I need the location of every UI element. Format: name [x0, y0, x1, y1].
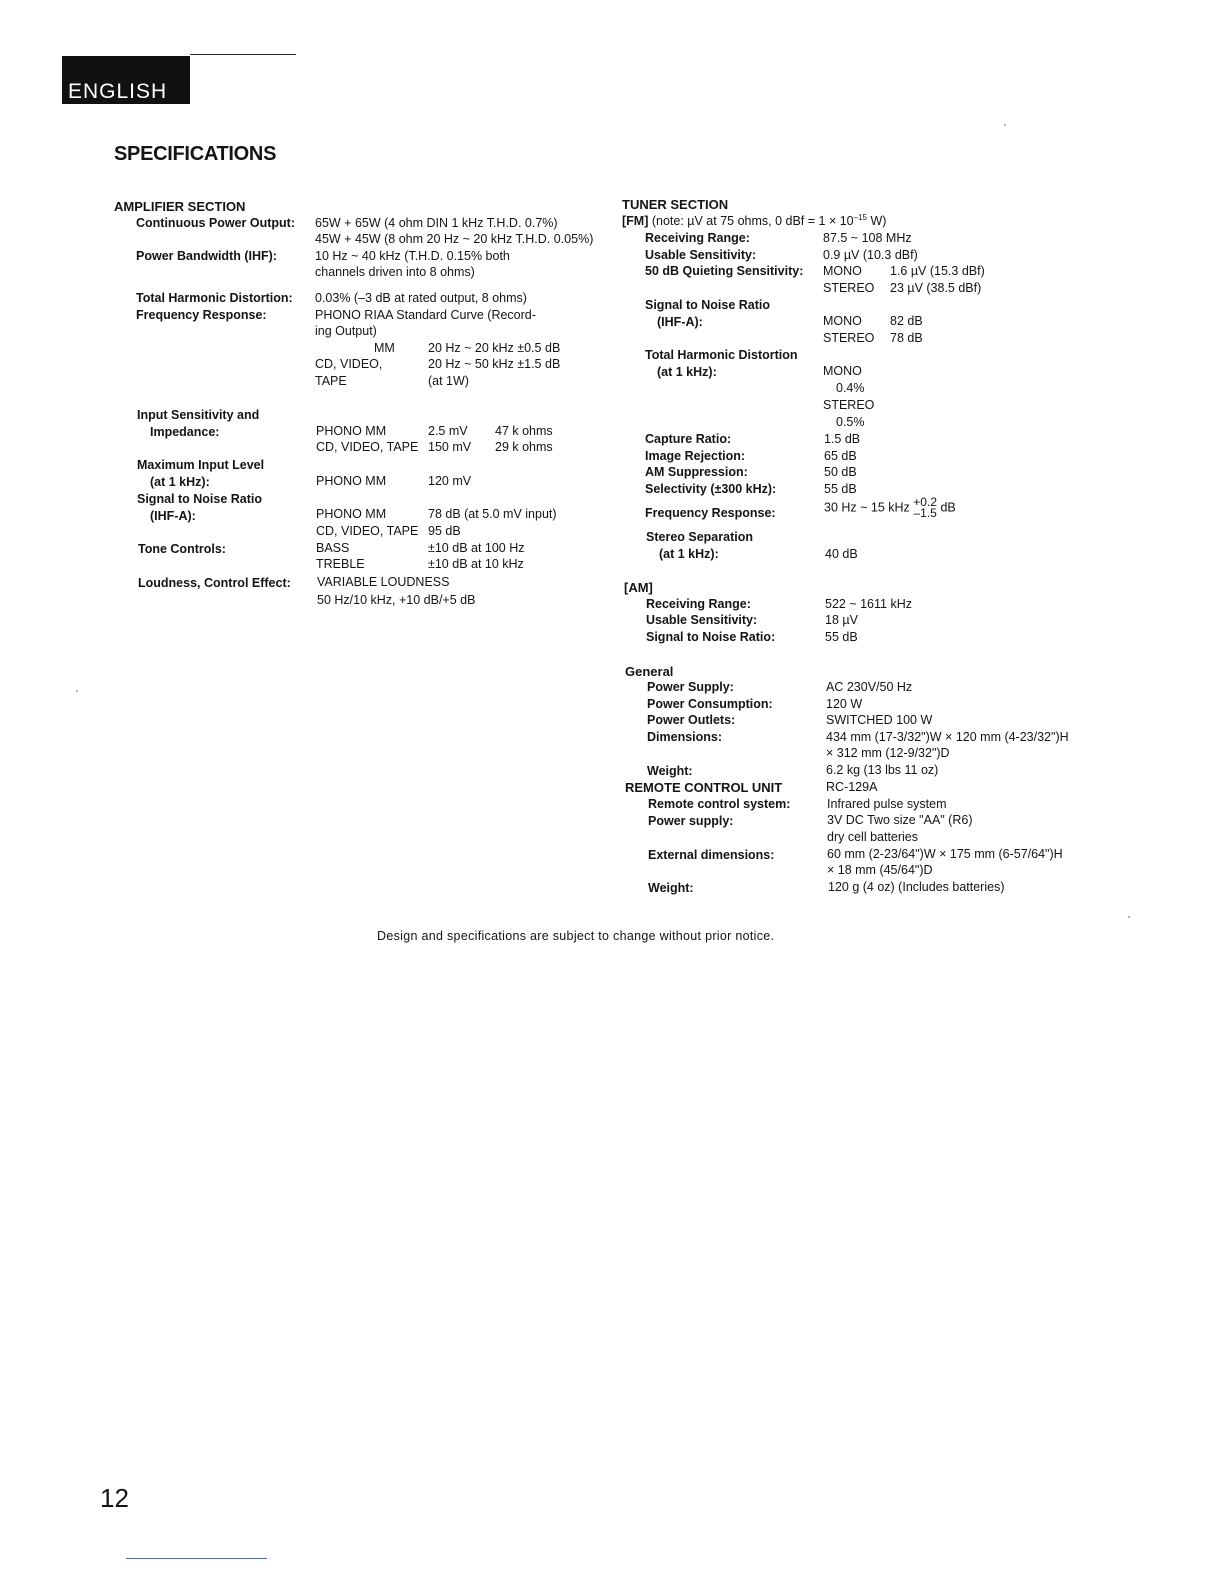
input-sensitivity-label-1: Input Sensitivity and [137, 408, 260, 422]
fm-receiving-value: 87.5 ~ 108 MHz [823, 231, 912, 245]
am-snr-value: 55 dB [825, 630, 858, 644]
amp-snr-phono-value: 78 dB (at 5.0 mV input) [428, 507, 557, 521]
fm-thd-mono-value: 0.4% [836, 381, 865, 395]
amp-thd-label: Total Harmonic Distortion: [136, 291, 293, 305]
scan-speck [1128, 916, 1130, 918]
dimensions-value-2: × 312 mm (12-9/32")D [826, 746, 950, 760]
input-cd-impedance: 29 k ohms [495, 440, 553, 454]
input-phono-impedance: 47 k ohms [495, 424, 553, 438]
remote-system-value: Infrared pulse system [827, 797, 947, 811]
fm-usable-label: Usable Sensitivity: [645, 248, 757, 262]
am-receiving-label: Receiving Range: [646, 597, 751, 611]
tone-bass-value: ±10 dB at 100 Hz [428, 541, 525, 555]
amp-snr-label-2: (IHF-A): [150, 509, 196, 523]
fm-usable-value: 0.9 µV (10.3 dBf) [823, 248, 918, 262]
header-rule [190, 54, 296, 55]
tuner-heading: TUNER SECTION [622, 197, 729, 212]
fm-note-unit: W) [867, 214, 887, 229]
fm-snr-mono: MONO [823, 314, 862, 328]
language-tab: ENGLISH [62, 56, 190, 104]
fm-snr-stereo-value: 78 dB [890, 331, 923, 345]
fm-receiving-label: Receiving Range: [645, 231, 750, 245]
power-outlets-value: SWITCHED 100 W [826, 713, 933, 727]
continuous-power-value-2: 45W + 45W (8 ohm 20 Hz ~ 20 kHz T.H.D. 0.05%) [315, 232, 594, 246]
fm-thd-stereo-value: 0.5% [836, 415, 865, 429]
power-bandwidth-value-1: 10 Hz ~ 40 kHz (T.H.D. 0.15% both [315, 249, 510, 263]
am-suppression-label: AM Suppression: [645, 465, 748, 479]
amp-freq-cd-value: 20 Hz ~ 50 kHz ±1.5 dB [428, 357, 561, 371]
remote-weight-value: 120 g (4 oz) (Includes batteries) [828, 880, 1005, 894]
remote-system-label: Remote control system: [648, 797, 791, 811]
fm-quieting-stereo: STEREO [823, 281, 875, 295]
input-cd-source: CD, VIDEO, TAPE [316, 440, 419, 454]
general-heading: General [625, 664, 674, 679]
fm-freq-plus: +0.2 [913, 495, 937, 509]
power-outlets-label: Power Outlets: [647, 713, 736, 727]
amp-freq-value-1: PHONO RIAA Standard Curve (Record- [315, 308, 536, 322]
selectivity-label: Selectivity (±300 kHz): [645, 482, 777, 496]
remote-ext-dim-label: External dimensions: [648, 848, 775, 862]
remote-model: RC-129A [826, 780, 878, 794]
notice-text: Design and specifications are subject to change without prior notice. [377, 929, 775, 943]
fm-quieting-mono-value: 1.6 µV (15.3 dBf) [890, 264, 985, 278]
fm-freq-minus: –1.5 [913, 506, 937, 520]
continuous-power-value-1: 65W + 65W (4 ohm DIN 1 kHz T.H.D. 0.7%) [315, 216, 558, 230]
amp-snr-cd-source: CD, VIDEO, TAPE [316, 524, 419, 538]
input-sensitivity-label-2: Impedance: [150, 425, 220, 439]
input-cd-sensitivity: 150 mV [428, 440, 472, 454]
am-suppression-value: 50 dB [824, 465, 857, 479]
am-usable-label: Usable Sensitivity: [646, 613, 758, 627]
loudness-value-1: VARIABLE LOUDNESS [317, 575, 450, 589]
amp-freq-mm-value: 20 Hz ~ 20 kHz ±0.5 dB [428, 341, 561, 355]
fm-freq-tolerance [913, 497, 937, 519]
fm-note [622, 213, 886, 228]
input-phono-sensitivity: 2.5 mV [428, 424, 468, 438]
power-bandwidth-value-2: channels driven into 8 ohms) [315, 265, 475, 279]
amp-snr-label-1: Signal to Noise Ratio [137, 492, 263, 506]
amp-freq-mm-label: MM [374, 341, 395, 355]
scan-speck [76, 690, 78, 692]
amp-snr-phono-source: PHONO MM [316, 507, 387, 521]
remote-ext-dim-value-1: 60 mm (2-23/64")W × 175 mm (6-57/64")H [827, 847, 1063, 861]
capture-ratio-label: Capture Ratio: [645, 432, 732, 446]
amp-freq-label: Frequency Response: [136, 308, 267, 322]
amp-freq-value-2: ing Output) [315, 324, 377, 338]
fm-snr-mono-value: 82 dB [890, 314, 923, 328]
stereo-sep-label-1: Stereo Separation [646, 530, 753, 544]
scan-speck [1004, 124, 1006, 126]
fm-thd-label-2: (at 1 kHz): [657, 365, 717, 379]
amp-snr-cd-value: 95 dB [428, 524, 461, 538]
power-consumption-label: Power Consumption: [647, 697, 773, 711]
remote-heading: REMOTE CONTROL UNIT [625, 780, 783, 795]
amplifier-heading: AMPLIFIER SECTION [114, 199, 246, 214]
max-input-value: 120 mV [428, 474, 472, 488]
fm-note-text: (note: µV at 75 ohms, 0 dBf = 1 × 10 [651, 214, 854, 229]
selectivity-value: 55 dB [824, 482, 857, 496]
fm-tag: [FM] [622, 214, 649, 229]
fm-note-exponent: –15 [853, 213, 867, 222]
fm-freq-label: Frequency Response: [645, 506, 776, 520]
image-rejection-label: Image Rejection: [645, 449, 746, 463]
power-bandwidth-label: Power Bandwidth (IHF): [136, 249, 277, 263]
fm-freq-unit: dB [940, 500, 956, 515]
bottom-line [126, 1558, 267, 1559]
remote-weight-label: Weight: [648, 881, 694, 895]
page-number: 12 [100, 1483, 129, 1513]
tone-treble-label: TREBLE [316, 557, 365, 571]
capture-ratio-value: 1.5 dB [824, 432, 861, 446]
fm-freq-range: 30 Hz ~ 15 kHz [824, 500, 910, 515]
continuous-power-label: Continuous Power Output: [136, 216, 296, 230]
remote-supply-label: Power supply: [648, 814, 734, 828]
weight-value: 6.2 kg (13 lbs 11 oz) [826, 763, 939, 777]
stereo-sep-value: 40 dB [825, 547, 858, 561]
fm-thd-stereo: STEREO [823, 398, 875, 412]
loudness-value-2: 50 Hz/10 kHz, +10 dB/+5 dB [317, 593, 476, 607]
max-input-label-2: (at 1 kHz): [150, 475, 210, 489]
fm-thd-mono: MONO [823, 364, 862, 378]
max-input-label-1: Maximum Input Level [137, 458, 265, 472]
fm-snr-stereo: STEREO [823, 331, 875, 345]
fm-snr-label-1: Signal to Noise Ratio [645, 298, 771, 312]
power-supply-label: Power Supply: [647, 680, 734, 694]
page-title: SPECIFICATIONS [114, 143, 277, 165]
fm-snr-label-2: (IHF-A): [657, 315, 703, 329]
amp-freq-tape-label: TAPE [315, 374, 347, 388]
max-input-source: PHONO MM [316, 474, 387, 488]
tone-treble-value: ±10 dB at 10 kHz [428, 557, 524, 571]
power-consumption-value: 120 W [826, 697, 863, 711]
remote-ext-dim-value-2: × 18 mm (45/64")D [827, 863, 933, 877]
fm-thd-label-1: Total Harmonic Distortion [645, 348, 798, 362]
power-supply-value: AC 230V/50 Hz [826, 680, 913, 694]
remote-supply-value-2: dry cell batteries [827, 830, 919, 844]
image-rejection-value: 65 dB [824, 449, 857, 463]
amp-freq-tape-value: (at 1W) [428, 374, 469, 388]
tone-bass-label: BASS [316, 541, 350, 555]
stereo-sep-label-2: (at 1 kHz): [659, 547, 719, 561]
fm-quieting-mono: MONO [823, 264, 862, 278]
input-phono-source: PHONO MM [316, 424, 387, 438]
am-receiving-value: 522 ~ 1611 kHz [825, 597, 912, 611]
dimensions-value-1: 434 mm (17-3/32")W × 120 mm (4-23/32")H [826, 730, 1069, 744]
fm-quieting-label: 50 dB Quieting Sensitivity: [645, 264, 804, 278]
weight-label: Weight: [647, 764, 693, 778]
dimensions-label: Dimensions: [647, 730, 723, 744]
am-tag: [AM] [624, 580, 653, 595]
am-usable-value: 18 µV [825, 613, 858, 627]
loudness-label: Loudness, Control Effect: [138, 576, 291, 590]
tone-controls-label: Tone Controls: [138, 542, 226, 556]
fm-quieting-stereo-value: 23 µV (38.5 dBf) [890, 281, 982, 295]
amp-thd-value: 0.03% (–3 dB at rated output, 8 ohms) [315, 291, 527, 305]
am-snr-label: Signal to Noise Ratio: [646, 630, 776, 644]
amp-freq-cd-label: CD, VIDEO, [315, 357, 383, 371]
remote-supply-value-1: 3V DC Two size "AA" (R6) [827, 813, 973, 827]
fm-freq-value [824, 497, 956, 519]
